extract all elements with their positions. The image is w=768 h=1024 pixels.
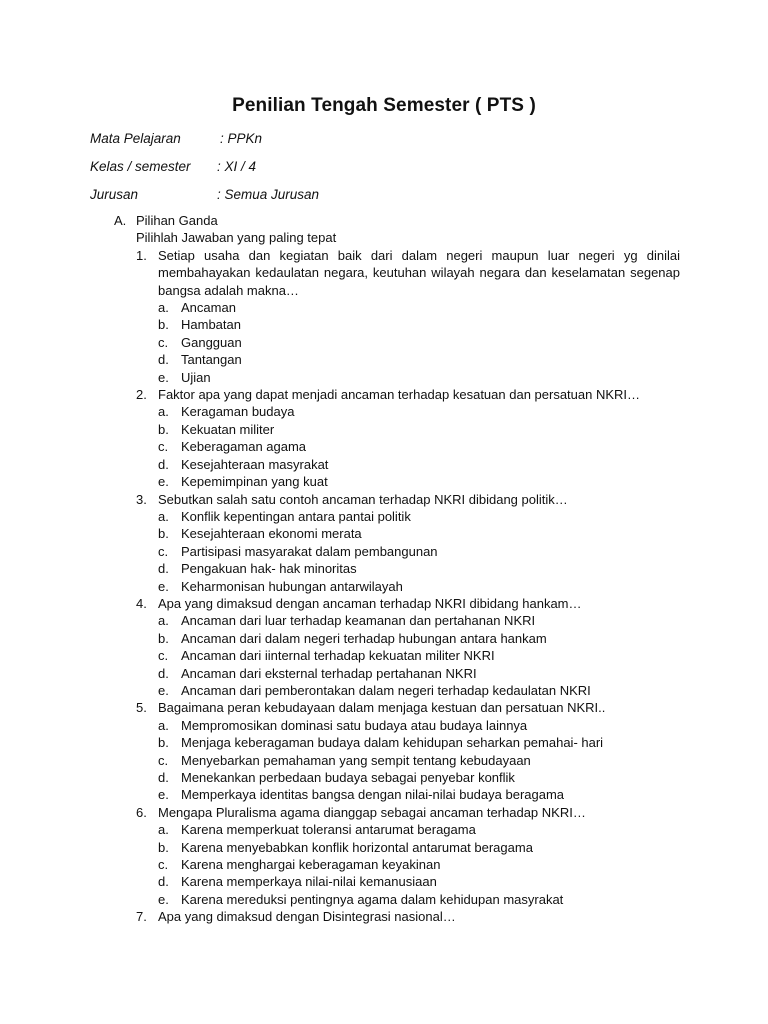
- option-text: Keharmonisan hubungan antarwilayah: [181, 578, 403, 594]
- option-letter: c.: [158, 334, 169, 350]
- answer-option: [114, 839, 680, 856]
- option-letter: c.: [158, 752, 169, 768]
- question-text-line: Faktor apa yang dapat menjadi ancaman terhadap kesatuan dan persatuan NKRI…: [158, 387, 641, 403]
- option-text: Keberagaman agama: [181, 439, 307, 455]
- option-letter: d.: [158, 456, 169, 472]
- option-letter: a.: [158, 404, 169, 420]
- question-text-line: bangsa adalah makna…: [158, 282, 299, 298]
- option-text: Keragaman budaya: [181, 404, 295, 420]
- option-letter: c.: [158, 648, 169, 664]
- question-item: [114, 908, 680, 925]
- option-letter: b.: [158, 526, 169, 542]
- option-letter: e.: [158, 578, 169, 594]
- answer-option: [114, 717, 680, 734]
- option-letter: b.: [158, 735, 169, 751]
- option-text: Ancaman dari iinternal terhadap kekuatan militer NKRI: [181, 648, 495, 664]
- answer-option: [114, 508, 680, 525]
- option-letter: e.: [158, 369, 169, 385]
- meta-subject-label: Mata Pelajaran: [90, 131, 181, 146]
- answer-option: [114, 752, 680, 769]
- meta-subject-value: : PPKn: [220, 131, 263, 146]
- answer-option: [114, 769, 680, 786]
- section-instruction: Pilihlah Jawaban yang paling tepat: [136, 230, 337, 246]
- option-text: Ancaman dari eksternal terhadap pertahanan NKRI: [181, 665, 477, 681]
- answer-option: [114, 578, 680, 595]
- answer-option: [114, 473, 680, 490]
- option-text: Ujian: [181, 369, 211, 385]
- option-letter: a.: [158, 822, 169, 838]
- meta-major-label: Jurusan: [90, 187, 139, 202]
- option-text: Karena menghargai keberagaman keyakinan: [181, 857, 441, 873]
- question-number: 4.: [136, 595, 147, 611]
- meta-major-value: : Semua Jurusan: [217, 187, 320, 202]
- answer-option: [114, 543, 680, 560]
- option-letter: e.: [158, 474, 169, 490]
- answer-option: [114, 316, 680, 333]
- option-text: Hambatan: [181, 317, 241, 333]
- answer-option: [114, 403, 680, 420]
- question-number: 2.: [136, 387, 147, 403]
- question-item: [114, 804, 680, 821]
- question-text-line: Apa yang dimaksud dengan Disintegrasi nasional…: [158, 909, 456, 925]
- option-text: Partisipasi masyarakat dalam pembangunan: [181, 543, 438, 559]
- option-text: Kekuatan militer: [181, 421, 275, 437]
- option-text: Kepemimpinan yang kuat: [181, 474, 328, 490]
- option-text: Menekankan perbedaan budaya sebagai penyebar konflik: [181, 770, 515, 785]
- option-text: Menjaga keberagaman budaya dalam kehidupan seharkan pemahai- hari: [181, 735, 604, 751]
- option-letter: b.: [158, 630, 169, 646]
- option-text: Mempromosikan dominasi satu budaya atau budaya lainnya: [181, 717, 528, 733]
- option-text: Kesejahteraan ekonomi merata: [181, 526, 362, 542]
- meta-class-value: : XI / 4: [217, 159, 257, 174]
- answer-option: [114, 456, 680, 473]
- option-text: Karena menyebabkan konflik horizontal antarumat beragama: [181, 839, 533, 855]
- answer-option: [114, 647, 680, 664]
- option-text: Ancaman dari luar terhadap keamanan dan pertahanan NKRI: [181, 613, 536, 629]
- option-letter: e.: [158, 891, 169, 907]
- page-title: Penilian Tengah Semester ( PTS ): [232, 95, 536, 116]
- option-letter: e.: [158, 787, 169, 803]
- answer-option: [114, 525, 680, 542]
- option-letter: a.: [158, 717, 169, 733]
- option-text: Karena memperkaya nilai-nilai kemanusiaan: [181, 874, 437, 890]
- section-heading: [114, 212, 680, 229]
- question-text-line: Setiap usaha dan kegiatan baik dari dalam negeri maupun luar negeri yg dinilai: [158, 247, 680, 263]
- question-section: [114, 212, 680, 926]
- option-letter: e.: [158, 682, 169, 698]
- answer-option: [114, 873, 680, 890]
- section-marker: A.: [114, 213, 127, 228]
- option-text: Memperkaya identitas bangsa dengan nilai-nilai budaya beragama: [181, 787, 565, 803]
- question-item: [114, 247, 680, 299]
- question-number: 3.: [136, 491, 147, 507]
- answer-option: [114, 421, 680, 438]
- option-letter: a.: [158, 613, 169, 629]
- option-text: Tantangan: [181, 352, 242, 368]
- question-text-line: Sebutkan salah satu contoh ancaman terhadap NKRI dibidang politik…: [158, 491, 568, 507]
- option-letter: c.: [158, 857, 169, 873]
- answer-option: [114, 734, 680, 751]
- question-item: [114, 386, 680, 403]
- option-text: Ancaman dari pemberontakan dalam negeri terhadap kedaulatan NKRI: [181, 682, 591, 698]
- option-text: Ancaman dari dalam negeri terhadap hubungan antara hankam: [181, 630, 547, 646]
- question-item: [114, 699, 680, 716]
- option-text: Menyebarkan pemahaman yang sempit tentang kebudayaan: [181, 752, 531, 768]
- answer-option: [114, 786, 680, 803]
- answer-option: [114, 438, 680, 455]
- option-letter: d.: [158, 874, 169, 890]
- option-letter: c.: [158, 543, 169, 559]
- question-number: 1.: [136, 247, 147, 263]
- option-text: Karena mereduksi pentingnya agama dalam kehidupan masyrakat: [181, 891, 564, 907]
- answer-option: [114, 369, 680, 386]
- question-list: [114, 247, 680, 926]
- section-heading-text: Pilihan Ganda: [136, 213, 218, 228]
- answer-option: [114, 560, 680, 577]
- question-text-line: membahayakan kedaulatan negara, keutuhan wilayah negara dan keselamatan segenap: [158, 265, 680, 281]
- option-letter: c.: [158, 439, 169, 455]
- answer-option: [114, 630, 680, 647]
- question-number: 5.: [136, 700, 147, 716]
- question-text-line: Apa yang dimaksud dengan ancaman terhadap NKRI dibidang hankam…: [158, 595, 582, 611]
- answer-option: [114, 612, 680, 629]
- option-letter: d.: [158, 561, 169, 577]
- answer-option: [114, 821, 680, 838]
- option-text: Pengakuan hak- hak minoritas: [181, 561, 357, 577]
- option-letter: b.: [158, 317, 169, 333]
- option-letter: b.: [158, 839, 169, 855]
- answer-option: [114, 891, 680, 908]
- answer-option: [114, 334, 680, 351]
- question-text-line: Mengapa Pluralisma agama dianggap sebagai ancaman terhadap NKRI…: [158, 804, 586, 820]
- answer-option: [114, 665, 680, 682]
- answer-option: [114, 682, 680, 699]
- answer-option: [114, 856, 680, 873]
- question-text-line: Bagaimana peran kebudayaan dalam menjaga kestuan dan persatuan NKRI..: [158, 700, 606, 716]
- option-text: Karena memperkuat toleransi antarumat beragama: [181, 822, 476, 838]
- option-text: Konflik kepentingan antara pantai politik: [181, 508, 411, 524]
- question-item: [114, 595, 680, 612]
- meta-class-label: Kelas / semester: [90, 159, 191, 174]
- option-text: Ancaman: [181, 300, 236, 316]
- option-letter: d.: [158, 665, 169, 681]
- answer-option: [114, 351, 680, 368]
- option-letter: b.: [158, 421, 169, 437]
- option-text: Gangguan: [181, 334, 242, 350]
- option-letter: d.: [158, 770, 169, 785]
- option-letter: d.: [158, 352, 169, 368]
- option-letter: a.: [158, 508, 169, 524]
- question-item: [114, 491, 680, 508]
- answer-option: [114, 299, 680, 316]
- question-number: 6.: [136, 804, 147, 820]
- option-text: Kesejahteraan masyrakat: [181, 456, 329, 472]
- question-number: 7.: [136, 909, 147, 925]
- option-letter: a.: [158, 300, 169, 316]
